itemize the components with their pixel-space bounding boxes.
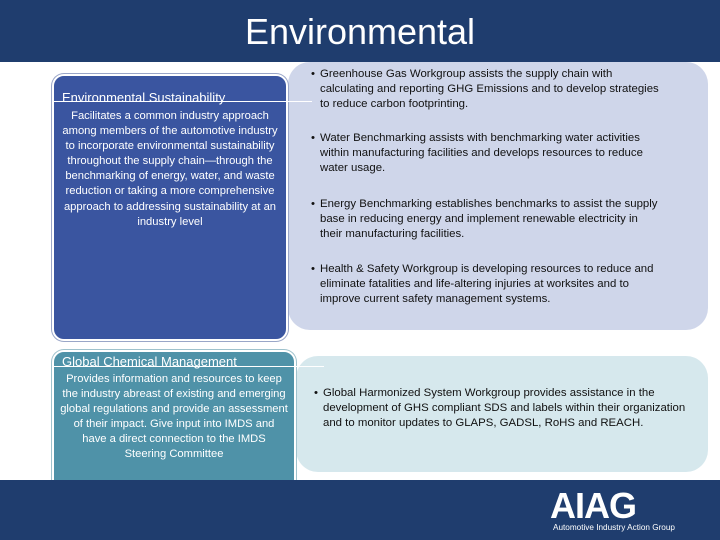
box-description: Provides information and resources to keep the industry abreast of existing and emerging global regulations and provide an assessment of their impact. Give input into IMDS and have a direct connection to the IMDS Steering Committee [60,373,288,461]
box-heading: Environmental Sustainability [62,90,226,105]
logo-mark: AIAG [550,485,636,526]
bullet-text: Energy Benchmarking establishes benchmarks to assist the supply base in reducing energy and implement renewable electricity in their manufacturing facilities. [320,198,658,241]
slide-title: Environmental [244,11,476,52]
bullet-marker: • [311,132,315,144]
list-item [311,197,663,243]
bullet-marker: • [314,387,318,399]
box-heading: Global Chemical Management [62,354,237,369]
bullet-text: Global Harmonized System Workgroup provides assistance in the development of GHS compliant SDS and labels within their organization and to monitor updates to GLAPS, GADSL, RoHS and REACH. [323,387,686,430]
bullet-marker: • [311,68,315,80]
bullet-text: Health & Safety Workgroup is developing resources to reduce and eliminate fatalities and life-altering injuries at worksites and to improve current safety management systems. [320,263,654,306]
connector-line [54,101,312,102]
global-chemical-management-box [52,350,296,497]
bullet-marker: • [311,263,315,275]
bullet-marker: • [311,198,315,210]
bullet-text: Water Benchmarking assists with benchmarking water activities within manufacturing facilities and develops resources to reduce water usage. [320,132,643,175]
list-item [311,131,663,177]
title-bar [0,0,720,62]
list-item [311,67,663,113]
bullet-text: Greenhouse Gas Workgroup assists the supply chain with calculating and reporting GHG Emissions and to develop strategies to reduce carbon footprinting. [320,68,659,111]
connector-line [54,366,324,367]
list-item [314,386,686,432]
environmental-sustainability-box [52,74,288,341]
aiag-logo [550,485,695,534]
list-item [311,262,663,308]
logo-tagline: Automotive Industry Action Group [553,523,675,532]
box-description: Facilitates a common industry approach among members of the automotive industry to incorporate environmental sustainability throughout the supply chain—through the benchmarking of energy, water, and waste reduction or taking a more comprehensive approach to addressing sustainability at an industry level [62,110,278,228]
